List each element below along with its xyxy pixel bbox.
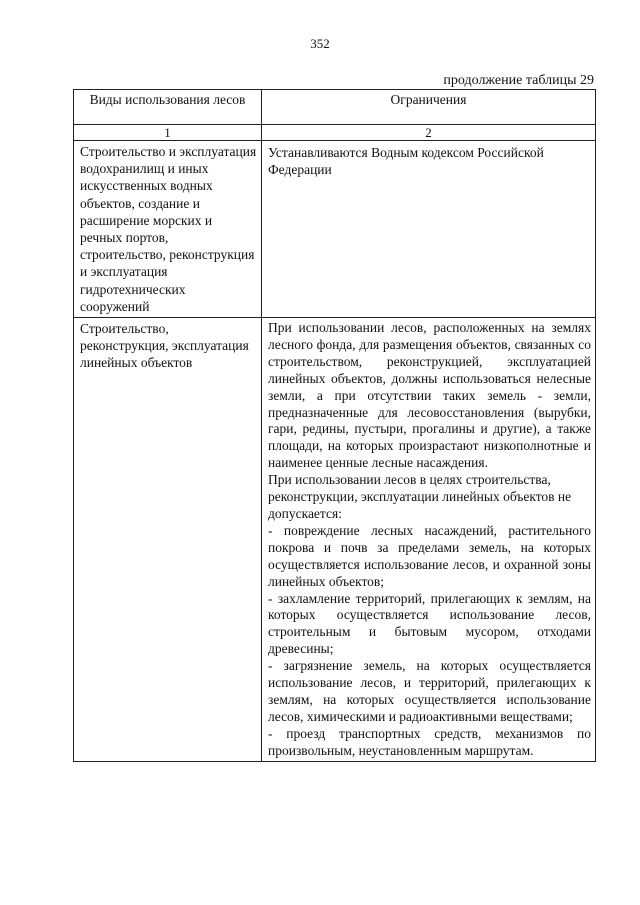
page-number: 352 xyxy=(310,36,330,51)
table-row xyxy=(74,141,596,318)
restriction-paragraph: При использовании лесов в целях строительства, реконструкции, эксплуатации линейных объектов не допускается: xyxy=(268,472,572,521)
restrictions-cell xyxy=(262,141,596,318)
restrictions-cell xyxy=(262,318,596,762)
header-restrictions: Ограничения xyxy=(262,90,596,125)
restriction-list-item: - повреждение лесных насаждений, растительного покрова и почв за пределами земель, на которых осуществляется использование лесов, и охранной зоны линейных объектов; xyxy=(268,522,591,589)
table-continuation-label: продолжение таблицы 29 xyxy=(443,73,594,88)
restriction-paragraph: Устанавливаются Водным кодексом Российской Федерации xyxy=(268,145,544,177)
column-number-1: 1 xyxy=(74,125,262,141)
table-row xyxy=(74,318,596,762)
restriction-list-item: - проезд транспортных средств, механизмов по произвольным, неустановленным маршрутам. xyxy=(268,725,591,758)
header-forest-use-types: Виды использования лесов xyxy=(74,90,262,125)
table-header-row xyxy=(74,90,596,125)
restriction-list-item: - захламление территорий, прилегающих к землям, на которых осуществляется использование лесов, строительным и бытовым мусором, отходами древесины; xyxy=(268,590,591,657)
forest-use-cell: Строительство и эксплуатация водохранилищ и иных искусственных водных объектов, создание и расширение морских и речных портов, строительство, реконструкция и эксплуатация гидротехнических сооружений xyxy=(74,141,262,318)
column-number-row xyxy=(74,125,596,141)
restriction-paragraph: При использовании лесов, расположенных на землях лесного фонда, для размещения объектов, связанных со строительством, реконструкцией, эксплуатацией линейных объектов, должны использоваться нелесные земли, а при отсутствии таких земель - земли, предназначенные для лесовосстановления (вырубки, гари, редины, пустыри, прогалины и другие), а также площади, на которых произрастают низкополнотные и наименее ценные лесные насаждения. xyxy=(268,320,591,471)
restrictions-table xyxy=(73,89,596,762)
forest-use-cell: Строительство, реконструкция, эксплуатация линейных объектов xyxy=(74,318,262,762)
column-number-2: 2 xyxy=(262,125,596,141)
restriction-list-item: - загрязнение земель, на которых осуществляется использование лесов, и территорий, прилегающих к землям, на которых осуществляется использование лесов, химическими и радиоактивными веществами; xyxy=(268,658,591,724)
